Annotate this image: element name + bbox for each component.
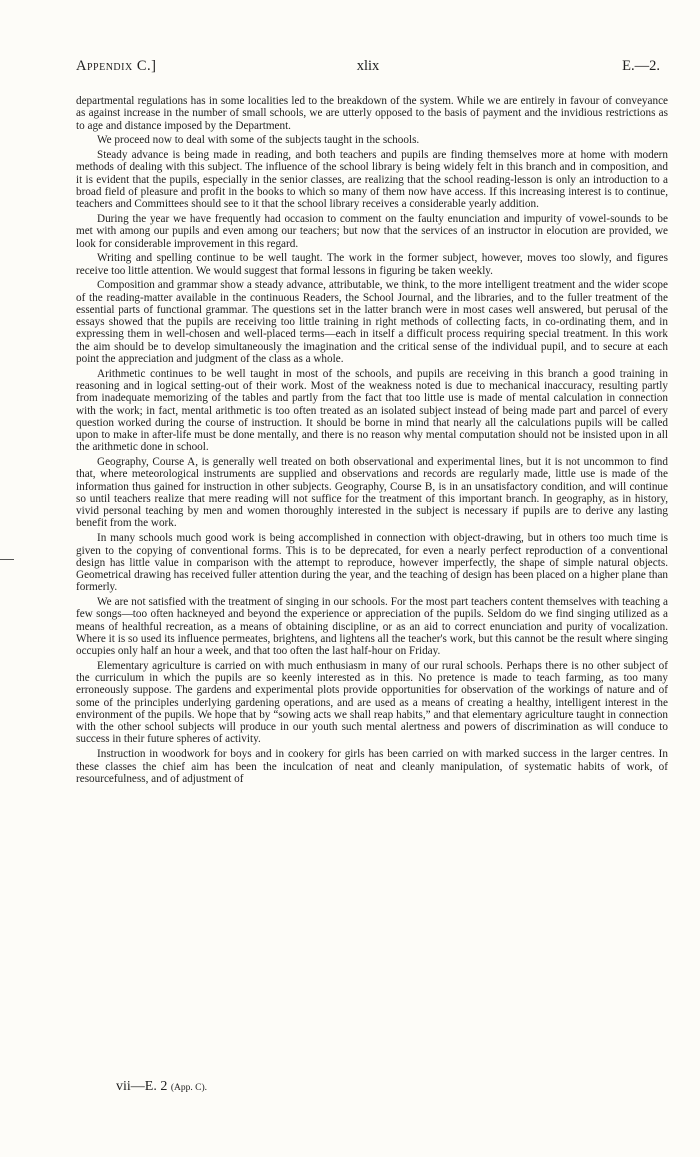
paragraph: We proceed now to deal with some of the subjects taught in the schools. bbox=[97, 134, 420, 147]
paragraph: Writing and spelling continue to be well taught. The work in the former subject, however, moves too slowly, and figures receive too little attention. We would suggest that formal lessons in figuring be taken weekly. bbox=[76, 252, 668, 277]
signature-suffix: (App. C). bbox=[170, 1083, 207, 1093]
document-code: E.—2. bbox=[622, 58, 660, 74]
paragraph: departmental regulations has in some localities led to the breakdown of the system. While we are entirely in favour of conveyance as against increase in the number of small schools, we are utterly opposed to the basis of payment and the invidious restrictions as to age and distance imposed by the Department. bbox=[76, 95, 668, 132]
paragraph: We are not satisfied with the treatment of singing in our schools. For the most part teachers content themselves with teaching a few songs—too often hackneyed and beyond the experience or appreciation of the pupils. Seldom do we find singing utilized as a means of healthful recreation, as a means of obtaining discipline, or as an aid to correct enunciation and purity of vocalization. Where it is so used its influence permeates, brightens, and lightens all the teacher's work, but this cannot be the result where singing occupies only half an hour a week, and that too often the last half-hour on Friday. bbox=[76, 596, 668, 658]
paragraph: Steady advance is being made in reading, and both teachers and pupils are finding themselves more at home with modern methods of dealing with this subject. The influence of the school library is being widely felt in this branch and in composition, and it is evident that the pupils, especially in the senior classes, are realizing that the school reading-lesson is only an introduction to a broad field of pleasure and profit in the books to which so many of them now have access. If this increasing interest is to continue, teachers and Committees should see to it that the school library receives a considerable yearly addition. bbox=[76, 149, 668, 211]
paragraph: Elementary agriculture is carried on with much enthusiasm in many of our rural schools. Perhaps there is no other subject of the curriculum in which the pupils are so keenly interested as in this. No pretence is made to teach farming, as too many erroneously suppose. The gardens and experimental plots provide opportunities for observation of the workings of nature and of some of the principles underlying gardening operations, and are used as a means of creating a healthy, intelligent interest in the environment of the pupils. We hope that by “sowing acts we shall reap habits,” and that elementary agriculture taught in connection with the other school subjects will produce in our youth such mental alertness and powers of discrimination as will conduce to success in their future spheres of activity. bbox=[76, 659, 668, 746]
paragraph: In many schools much good work is being accomplished in connection with object-drawing, but in others too much time is given to the copying of conventional forms. This is to be deprecated, for even a nearly perfect reproduction of a conventional design has little value in comparison with the attempt to reproduce, however imperfectly, the shape of simple natural objects. Geometrical drawing has received fuller attention during the year, and the teaching of design has been placed on a higher plane than formerly. bbox=[76, 532, 668, 594]
paragraph: Geography, Course A, is generally well treated on both observational and experimental lines, but it is not uncommon to find that, where meteorological instruments are supplied and observations and records are regularly made, little use is made of the information thus gained for instruction in other subjects. Geography, Course B, is in an unsatisfactory condition, and will continue so until teachers realize that mere reading will not suffice for the treatment of this important branch. In geography, as in history, vivid personal teaching by men and women thoroughly interested in the subject is necessary if pupils are to derive any lasting benefit from the work. bbox=[76, 456, 668, 530]
page-number: xlix bbox=[356, 58, 380, 74]
appendix-label: Appendix C.] bbox=[76, 58, 157, 74]
paragraph: Arithmetic continues to be well taught in most of the schools, and pupils are receiving in this branch a good training in reasoning and in logical setting-out of their work. Most of the weakness noted is due to mechanical inaccuracy, resulting partly from inadequate memorizing of the tables and partly from the fact that too little use is made of mental calculation in connection with the work; in fact, mental arithmetic is too often treated as an isolated subject instead of being made part and parcel of every question worked during the course of instruction. It should be borne in mind that nearly all the calculations pupils will be called upon to make in after-life must be done mentally, and there is no reason why mental computation should not be insisted upon in all the arithmetic done in school. bbox=[76, 367, 668, 454]
paragraph: Composition and grammar show a steady advance, attributable, we think, to the more intelligent treatment and the wider scope of the reading-matter available in the continuous Readers, the School Journal, and the libraries, and to the fuller treatment of the essential parts of functional grammar. The questions set in the latter branch were in most cases well answered, but perusal of the essays showed that the pupils are receiving too little training in right methods of collecting facts, in co-ordinating them, and in expressing them in well-chosen and well-placed terms—each in itself a difficult process requiring special treatment. In this work the aim should be to develop simultaneously the imagination and the critical sense of the individual pupil, and to secure at each point the appreciation and judgment of the class as a whole. bbox=[76, 279, 668, 365]
signature-mark: vii—E. 2 bbox=[116, 1079, 168, 1094]
paragraph: Instruction in woodwork for boys and in cookery for girls has been carried on with marked success in the larger centres. In these classes the chief aim has been the inculcation of neat and cleanly manipulation, of systematic habits of work, of resourcefulness, and of adjustment of bbox=[76, 748, 668, 785]
margin-mark bbox=[0, 559, 14, 560]
body-text bbox=[76, 95, 668, 788]
paragraph: During the year we have frequently had occasion to comment on the faulty enunciation and impurity of vowel-sounds to be met with among our pupils and even among our teachers; but now that the services of an instructor in elocution are provided, we look for considerable improvement in this regard. bbox=[76, 213, 668, 250]
page-header bbox=[76, 58, 660, 78]
page-footer bbox=[116, 1079, 207, 1095]
